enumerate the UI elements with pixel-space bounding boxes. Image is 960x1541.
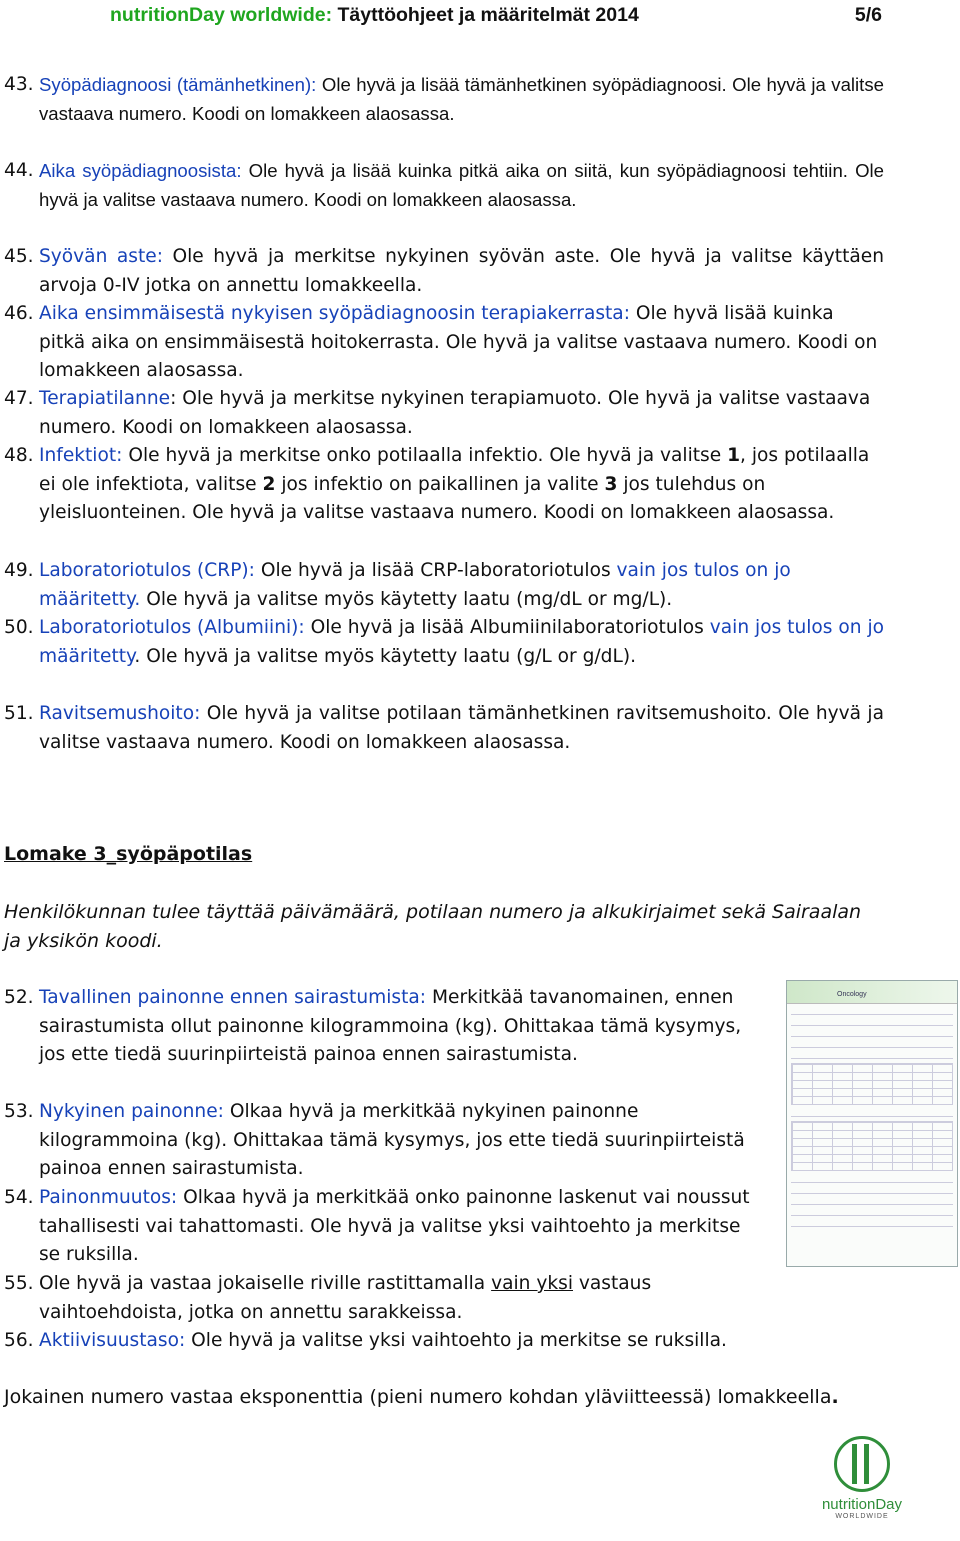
item-heading: Laboratoriotulos (CRP):: [39, 560, 255, 581]
item-heading: Ravitsemushoito:: [39, 703, 201, 724]
item-number: 48.: [4, 445, 34, 466]
list-item-45: [4, 243, 884, 300]
item-heading: Terapiatilanne: [39, 388, 171, 409]
item-text: Ole hyvä lisää kuinka pitkä aika on ensimmäisestä hoitokerrasta. Ole hyvä ja valitse vastaava numero. Koodi on lomakkeen alaosassa.: [39, 303, 878, 381]
bold-value: 1: [727, 445, 741, 466]
list-item-49: [4, 557, 884, 614]
form-row: [791, 1175, 953, 1183]
bold-value: 3: [604, 473, 618, 495]
item-number: 45.: [4, 246, 34, 267]
closing-paragraph: [4, 1383, 880, 1412]
header-title: Täyttöohjeet ja määritelmät 2014: [337, 4, 639, 26]
form-row: [791, 1040, 953, 1048]
item-text: Ole hyvä ja valitse yksi vaihtoehto ja merkitse se ruksilla.: [185, 1330, 727, 1351]
form-row: [791, 1018, 953, 1026]
item-text: Ole hyvä ja lisää kuinka pitkä aika on siitä, kun syöpädiagnoosi tehtiin. Ole hyvä ja valitse vastaava numero. Koodi on lomakkeen alaosassa.: [39, 160, 885, 210]
item-text: Ole hyvä ja valitse potilaan tämänhetkinen ravitsemushoito. Ole hyvä ja valitse vastaava numero. Koodi on lomakkeen alaosassa.: [39, 703, 884, 753]
item-emphasis: vain jos tulos on jo määritetty.: [39, 560, 791, 610]
item-heading: Nykyinen painonne:: [39, 1101, 224, 1122]
item-text: jos tulehdus on yleisluonteinen. Ole hyvä ja valitse vastaava numero. Koodi on lomakkeen alaosassa.: [39, 473, 835, 523]
item-heading: Aika ensimmäisestä nykyisen syöpädiagnoosin terapiakerrasta:: [39, 303, 630, 324]
list-item-50: [4, 614, 884, 671]
item-heading: Syövän aste:: [39, 246, 163, 267]
item-text: Olkaa hyvä ja merkitkää nykyinen painonne kilogrammoina (kg). Ohittakaa tämä kysymys, jos ette tiedä suurinpiirteistä painoa ennen sairastumista.: [39, 1101, 745, 1179]
item-number: 52.: [4, 987, 34, 1008]
item-text: Ole hyvä ja merkitse nykyinen syövän aste. Ole hyvä ja valitse käyttäen arvoja 0-IV jotka on annettu lomakkeella.: [39, 246, 884, 296]
logo-subtitle: WORLDWIDE: [835, 1513, 889, 1520]
item-heading: Painonmuutos:: [39, 1187, 178, 1208]
list-item-44: [4, 157, 884, 214]
header-brand: nutritionDay worldwide:: [110, 4, 333, 26]
item-text: , jos potilaalla ei ole infektiota, valitse: [39, 445, 870, 495]
list-item-54: [4, 1184, 764, 1270]
item-text: : Ole hyvä ja merkitse nykyinen terapiamuoto. Ole hyvä ja valitse vastaava numero. Koodi on lomakkeen alaosassa.: [39, 388, 871, 438]
item-text: vastaus vaihtoehdoista, jotka on annettu sarakkeissa.: [39, 1273, 652, 1323]
item-number: 43.: [4, 74, 34, 95]
item-number: 51.: [4, 703, 34, 724]
item-heading: Aktiivisuustaso:: [39, 1330, 186, 1351]
item-number: 46.: [4, 303, 34, 324]
form-row: [791, 1007, 953, 1015]
list-item-52: [4, 984, 764, 1070]
form-row: [791, 1029, 953, 1037]
item-text: Ole hyvä ja valitse myös käytetty laatu (mg/dL or mg/L).: [140, 588, 673, 610]
item-number: 50.: [4, 617, 34, 638]
list-item-56: [4, 1327, 884, 1356]
item-text: Ole hyvä ja lisää Albumiinilaboratoriotulos: [304, 617, 710, 638]
item-text: Ole hyvä ja lisää tämänhetkinen syöpädiagnoosi. Ole hyvä ja valitse vastaava numero. Koodi on lomakkeen alaosassa.: [39, 74, 884, 124]
section-title: Lomake 3_syöpäpotilas: [4, 843, 253, 865]
nutritionday-logo: [812, 1436, 912, 1536]
page-number: 5/6: [854, 4, 882, 26]
page-header: [110, 4, 890, 32]
form-thumbnail-title: Oncology: [837, 991, 867, 998]
form-grid: [791, 1121, 953, 1171]
form-row: [791, 1197, 953, 1205]
item-text: Merkitkää tavanomainen, ennen sairastumista ollut painonne kilogrammoina (kg). Ohittakaa tämä kysymys, jos ette tiedä suurinpiirteistä painoa ennen sairastumista.: [39, 987, 742, 1065]
logo-emblem-icon: [834, 1436, 890, 1492]
item-number: 49.: [4, 560, 34, 581]
item-number: 53.: [4, 1101, 34, 1122]
item-heading: Infektiot:: [39, 445, 123, 466]
item-number: 56.: [4, 1330, 34, 1351]
item-text: jos infektio on paikallinen ja valite: [275, 473, 605, 495]
underlined-text: vain yksi: [491, 1273, 573, 1294]
item-number: 55.: [4, 1273, 34, 1294]
item-text: Ole hyvä ja merkitse onko potilaalla infektio. Ole hyvä ja valitse: [122, 445, 728, 466]
form-row: [791, 1219, 953, 1227]
item-text: Olkaa hyvä ja merkitkää onko painonne laskenut vai noussut tahallisesti vai tahattomasti. Ole hyvä ja valitse yksi vaihtoehto ja merkitse se ruksilla.: [39, 1187, 750, 1265]
item-number: 44.: [4, 160, 34, 181]
item-text: . Ole hyvä ja valitse myös käytetty laatu (g/L or g/dL).: [134, 645, 636, 667]
bold-value: 2: [262, 473, 276, 495]
form-row: [791, 1051, 953, 1059]
logo-name: nutritionDay: [821, 1496, 903, 1513]
item-emphasis: vain jos tulos on jo määritetty: [39, 617, 884, 667]
form-grid: [791, 1063, 953, 1105]
form-row: [791, 1109, 953, 1117]
item-number: 54.: [4, 1187, 34, 1208]
list-item-46: [4, 300, 884, 386]
form-thumbnail-image: [786, 980, 958, 1267]
item-text: Ole hyvä ja lisää CRP-laboratoriotulos: [254, 560, 617, 581]
list-item-55: [4, 1270, 704, 1327]
intro-paragraph: Henkilökunnan tulee täyttää päivämäärä, potilaan numero ja alkukirjaimet sekä Sairaalan ja yksikön koodi.: [4, 901, 862, 952]
form-row: [791, 1186, 953, 1194]
form-row: [791, 1208, 953, 1216]
closing-text: Jokainen numero vastaa eksponenttia (pieni numero kohdan yläviitteessä) lomakkeella: [4, 1386, 832, 1408]
item-heading: Tavallinen painonne ennen sairastumista:: [39, 987, 427, 1008]
list-item-53: [4, 1098, 764, 1184]
item-text: Ole hyvä ja vastaa jokaiselle riville rastittamalla: [39, 1273, 492, 1294]
item-heading: Aika syöpädiagnoosista:: [39, 160, 242, 181]
list-item-43: [4, 71, 884, 128]
list-item-47: [4, 385, 884, 442]
list-item-48: [4, 442, 884, 528]
closing-period: .: [831, 1386, 839, 1408]
item-heading: Laboratoriotulos (Albumiini):: [39, 617, 305, 638]
list-item-51: [4, 700, 884, 757]
item-number: 47.: [4, 388, 34, 409]
item-heading: Syöpädiagnoosi (tämänhetkinen):: [39, 74, 317, 95]
